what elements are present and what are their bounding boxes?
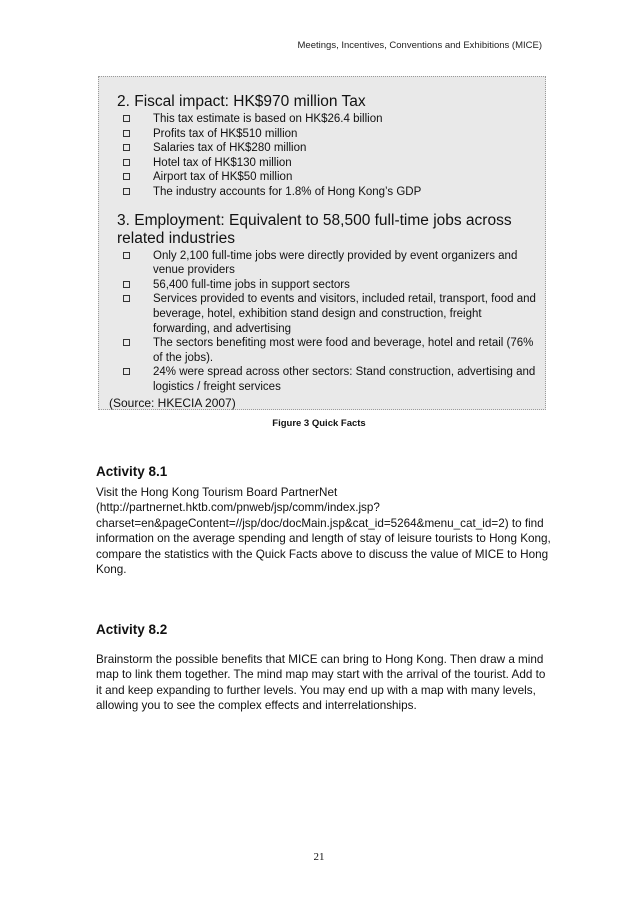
employment-list bbox=[117, 249, 539, 395]
square-bullet-icon bbox=[123, 159, 130, 166]
figure-caption: Figure 3 Quick Facts bbox=[272, 418, 366, 429]
square-bullet-icon bbox=[123, 144, 130, 151]
running-header: Meetings, Incentives, Conventions and Exhibitions (MICE) bbox=[297, 40, 542, 51]
activity-8-2-body: Brainstorm the possible benefits that MICE can bring to Hong Kong. Then draw a mind map to link them together. The mind map may start with the arrival of the tourist. Add to it and keep expanding to further levels. You may end up with a map with many levels, allowing you to see the complex effects and interrelationships. bbox=[96, 653, 546, 713]
fiscal-impact-heading: 2. Fiscal impact: HK$970 million Tax bbox=[117, 93, 366, 110]
square-bullet-icon bbox=[123, 281, 130, 288]
list-item: This tax estimate is based on HK$26.4 billion bbox=[117, 112, 539, 127]
list-item: 56,400 full-time jobs in support sectors bbox=[117, 278, 539, 293]
square-bullet-icon bbox=[123, 339, 130, 346]
square-bullet-icon bbox=[123, 252, 130, 259]
employment-heading: 3. Employment: Equivalent to 58,500 full-time jobs across related industries bbox=[117, 211, 512, 247]
list-item: 24% were spread across other sectors: Stand construction, advertising and logistics / freight services bbox=[117, 365, 539, 394]
list-item: The industry accounts for 1.8% of Hong Kong’s GDP bbox=[117, 185, 539, 200]
square-bullet-icon bbox=[123, 188, 130, 195]
list-item: The sectors benefiting most were food and beverage, hotel and retail (76% of the jobs). bbox=[117, 336, 539, 365]
list-item: Airport tax of HK$50 million bbox=[117, 170, 539, 185]
square-bullet-icon bbox=[123, 115, 130, 122]
square-bullet-icon bbox=[123, 173, 130, 180]
list-item: Profits tax of HK$510 million bbox=[117, 127, 539, 142]
quick-facts-box bbox=[98, 76, 546, 410]
activity-8-1-title: Activity 8.1 bbox=[96, 464, 168, 479]
list-item: Hotel tax of HK$130 million bbox=[117, 156, 539, 171]
source-citation: (Source: HKECIA 2007) bbox=[109, 396, 236, 410]
list-item: Services provided to events and visitors, included retail, transport, food and beverage, hotel, exhibition stand design and construction, freight forwarding, and advertising bbox=[117, 292, 539, 336]
list-item: Only 2,100 full-time jobs were directly provided by event organizers and venue providers bbox=[117, 249, 539, 278]
page-number: 21 bbox=[313, 851, 325, 863]
activity-8-1-body: Visit the Hong Kong Tourism Board PartnerNet (http://partnernet.hktb.com/pnweb/jsp/comm/index.jsp?charset=en&pageContent=//jsp/doc/docMain.jsp&cat_id=5264&menu_cat_id=2) to find information on the average spending and length of stay of leisure tourists to Hong Kong, compare the statistics with the Quick Facts above to discuss the value of MICE to Hong Kong. bbox=[96, 486, 551, 577]
fiscal-impact-list bbox=[117, 112, 539, 200]
square-bullet-icon bbox=[123, 295, 130, 302]
square-bullet-icon bbox=[123, 130, 130, 137]
square-bullet-icon bbox=[123, 368, 130, 375]
list-item: Salaries tax of HK$280 million bbox=[117, 141, 539, 156]
activity-8-2-title: Activity 8.2 bbox=[96, 622, 168, 637]
quick-facts-content bbox=[117, 93, 539, 395]
